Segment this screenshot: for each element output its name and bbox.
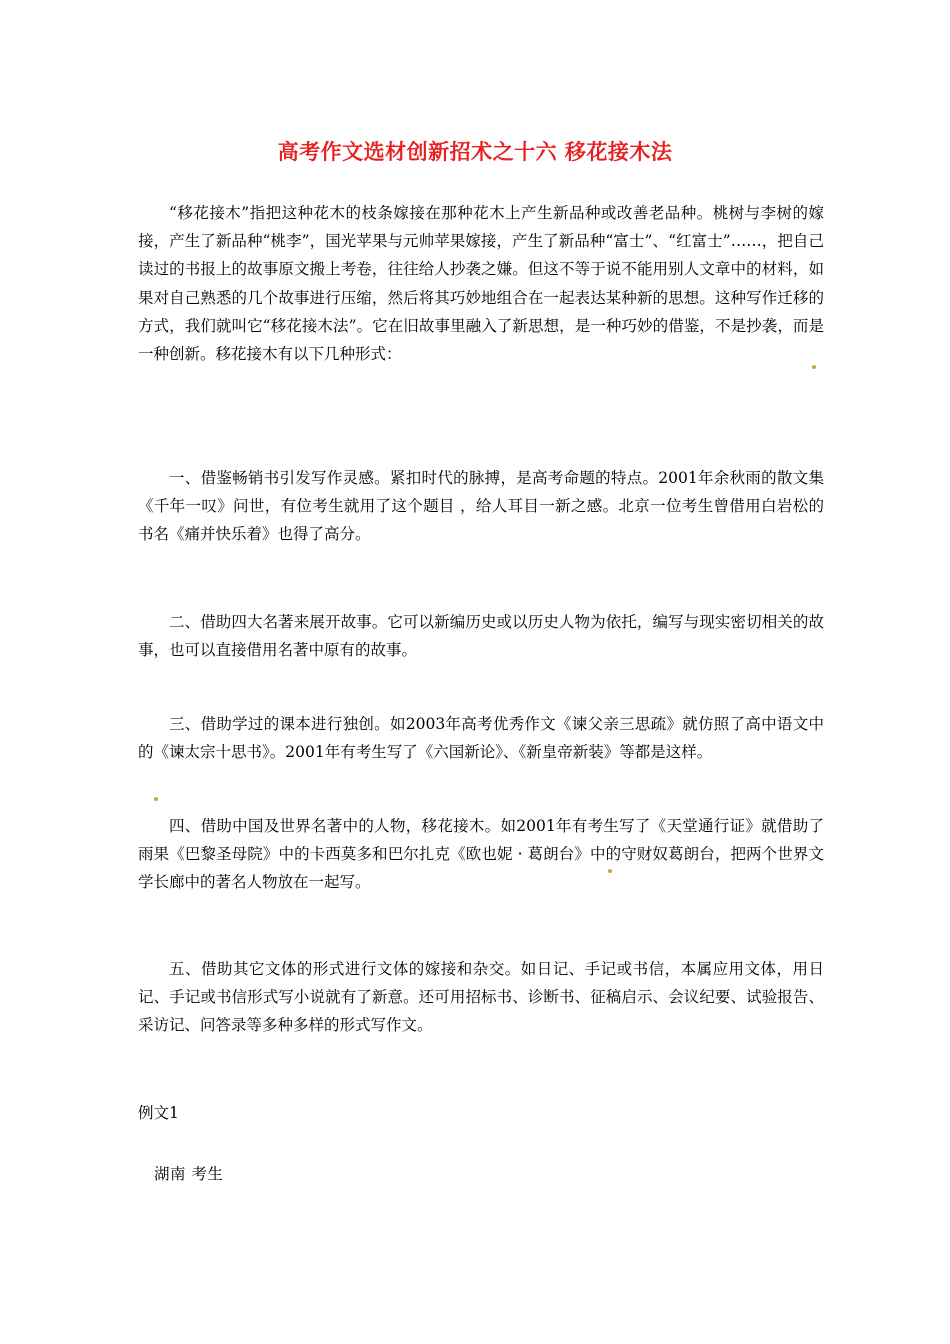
method-paragraph-5: 五、借助其它文体的形式进行文体的嫁接和杂交。如日记、手记或书信，本属应用文体，用日记、手记或书信形式写小说就有了新意。还可用招标书、诊断书、征稿启示、会议纪要、试验报告、采访记、问答录等多种多样的形式写作文。 bbox=[138, 960, 824, 1035]
document-title: 高考作文选材创新招术之十六 移花接木法 bbox=[277, 139, 673, 165]
method-paragraph-4: 四、借助中国及世界名著中的人物，移花接木。如2001年有考生写了《天堂通行证》就借助了雨果《巴黎圣母院》中的卡西莫多和巴尔扎克《欧也妮 · 葛朗台》中的守财奴葛朗台，把两个世界文学长廊中的著名人物放在一起写。 bbox=[138, 817, 824, 892]
intro-paragraph: “移花接木”指把这种花木的枝条嫁接在那种花木上产生新品种或改善老品种。桃树与李树的嫁接，产生了新品种“桃李”，国光苹果与元帅苹果嫁接，产生了新品种“富士”、“红富士”……，把自己读过的书报上的故事原文搬上考卷，往往给人抄袭之嫌。但这不等于说不能用别人文章中的材料，如果对自己熟悉的几个故事进行压缩，然后将其巧妙地组合在一起表达某种新的思想。这种写作迁移的方式，我们就叫它“移花接木法”。它在旧故事里融入了新思想，是一种巧妙的借鉴，不是抄袭，而是一种创新。移花接木有以下几种形式： bbox=[138, 204, 824, 364]
decorative-dot-mark bbox=[154, 797, 158, 801]
method-paragraph-1: 一、借鉴畅销书引发写作灵感。紧扣时代的脉搏，是高考命题的特点。2001年余秋雨的散文集《千年一叹》问世，有位考生就用了这个题目 ，给人耳目一新之感。北京一位考生曾借用白岩松的书名《痛并快乐着》也得了高分。 bbox=[138, 469, 824, 544]
example-label: 例文1 bbox=[138, 1104, 179, 1122]
method-paragraph-2: 二、借助四大名著来展开故事。它可以新编历史或以历史人物为依托，编写与现实密切相关的故事，也可以直接借用名著中原有的故事。 bbox=[138, 613, 824, 660]
author-line: 湖南 考生 bbox=[154, 1165, 224, 1183]
decorative-dot-mark bbox=[608, 869, 612, 873]
decorative-dot-mark bbox=[812, 365, 816, 369]
method-paragraph-3: 三、借助学过的课本进行独创。如2003年高考优秀作文《谏父亲三思疏》就仿照了高中语文中的《谏太宗十思书》。2001年有考生写了《六国新论》、《新皇帝新装》等都是这样。 bbox=[138, 715, 824, 762]
